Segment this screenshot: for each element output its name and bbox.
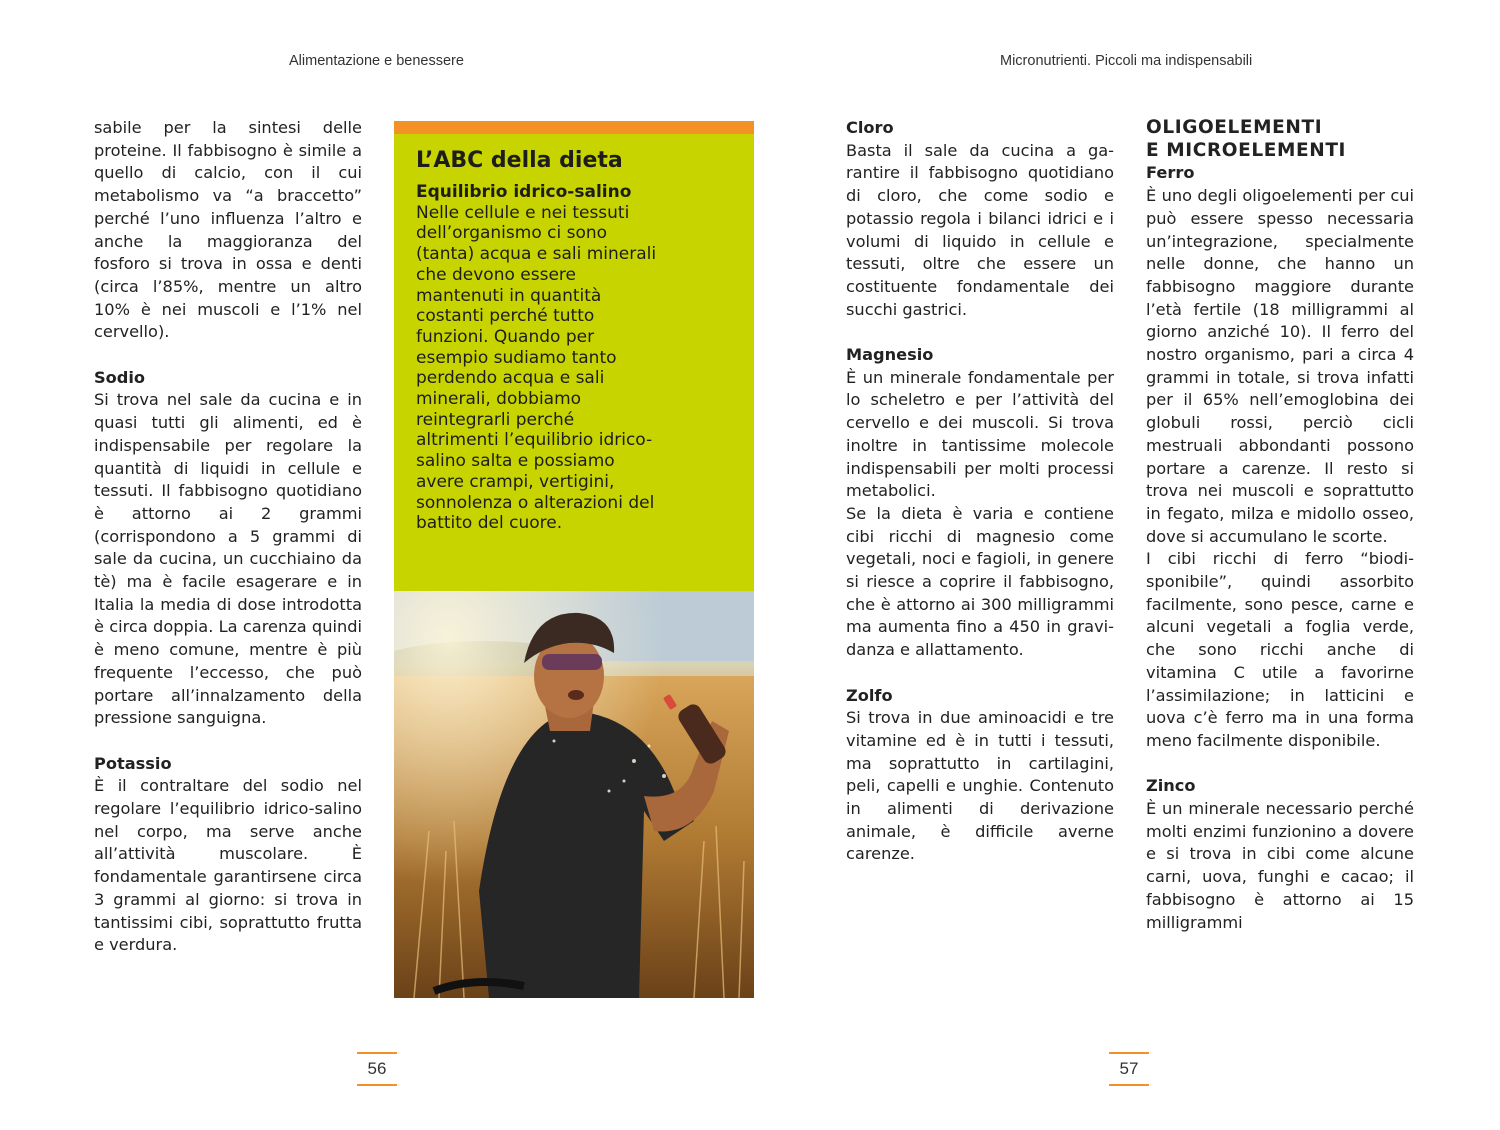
column-right-text	[1146, 117, 1414, 934]
magnesio-paragraph-2: Se la dieta è varia e contiene cibi ricchi di magnesio come vegetali, noci e fagioli, in genere si riesce a coprire il fabbisogno, che è attorno ai 300 milligrammi ma aumenta fino a 450 in gravidanza e allattamento.	[846, 503, 1114, 660]
section-sodio	[94, 367, 362, 730]
section-zinco	[1146, 775, 1414, 934]
cyclist-illustration	[394, 591, 754, 998]
running-head-left: Alimentazione e benessere	[289, 53, 464, 69]
zolfo-paragraph: Si trova in due aminoacidi e tre vitamine ed è in tutti i tessuti, ma soprattutto in cartilagini, peli, capelli e unghie. Contenuto in alimenti di derivazione animale, è difficile averne carenze.	[846, 708, 1114, 864]
column-middle-right-text	[846, 117, 1114, 866]
magnesio-heading: Magnesio	[846, 345, 934, 365]
section-heading-line-2: E MICROELEMENTI	[1146, 139, 1347, 161]
page-number-left: 56	[357, 1052, 397, 1086]
potassio-paragraph: È il contraltare del sodio nel regolare l’equilibrio idrico-salino nel corpo, ma serve anche all’attività muscolare. È fondamentale garantirsene circa 3 grammi al giorno: si trova in tantissimi cibi, soprattutto frutta e verdura.	[94, 776, 362, 955]
cloro-heading: Cloro	[846, 118, 894, 137]
section-magnesio	[846, 344, 1114, 662]
zinco-heading: Zinco	[1146, 776, 1196, 796]
cloro-paragraph: Basta il sale da cucina a garantire il fabbisogno quotidiano di cloro, che come sodio e potassio regola i bilanci idrici e i volumi di liquido in cellule e tessuti, oltre che essere un costituente fondamentale dei succhi gastrici.	[846, 140, 1114, 319]
section-zolfo	[846, 685, 1114, 867]
ferro-paragraph-1: È uno degli oligoelementi per cui può essere spesso necessaria un’integrazione, specialmente nelle donne, che hanno un fabbisogno maggiore durante l’età fertile (18 milligrammi al giorno anziché 10). Il ferro del nostro organismo, pari a circa 4 grammi in totale, si trova infatti per il 65% nell’emoglobina dei globuli rossi, perciò cicli mestruali abbondanti possono portare a carenze. Il resto si trova nei muscoli e soprattutto in fegato, milza e midollo osseo, dove si accumulano le scorte.	[1146, 186, 1414, 546]
ferro-heading: Ferro	[1146, 163, 1195, 183]
zolfo-heading: Zolfo	[846, 685, 893, 705]
box-title: L’ABC della dieta	[416, 148, 623, 173]
section-potassio	[94, 753, 362, 957]
box-subtitle: Equilibrio idrico-salino	[416, 182, 632, 202]
box-text: Nelle cellule e nei tessuti dell’organismo ci sono (tanta) acqua e sali minerali che devono essere mantenuti in quantità costanti perché tutto funzioni. Quando per esempio sudiamo tanto perdendo acqua e sali minerali, dobbiamo reintegrarli perché altrimenti l’equilibrio idrico-salino salta e possiamo avere crampi, vertigini, sonnolenza o alterazioni del battito del cuore.	[416, 202, 657, 534]
magnesio-paragraph-1: È un minerale fondamentale per lo scheletro e per l’attività del cervello e dei muscoli. Si trova inoltre in tantissime molecole indispensabili per molti processi metabolici.	[846, 367, 1114, 501]
cyclist-photo	[394, 591, 754, 998]
sodio-paragraph: Si trova nel sale da cucina e in quasi tutti gli alimenti, ed è indispensabile per regolare la quantità di liquidi in cellule e tessuti. Il fabbisogno quotidiano è attorno ai 2 grammi (corrispondono a 5 grammi di sale da cucina, un cucchiaino da tè) ma è facile esagerare e in Italia la media di dose introdotta è circa doppia. La carenza quindi è meno comune, mentre è più frequente l’eccesso, che può portare all’innalzamento della pressione sanguigna.	[94, 390, 362, 728]
zinco-paragraph: È un minerale necessario perché molti enzimi funzionino a dovere e si trova in cibi come alcune carni, uova, funghi e cacao; il fabbisogno è attorno ai 15 milligrammi	[1146, 799, 1414, 932]
intro-paragraph: sabile per la sintesi delle proteine. Il fabbisogno è simile a quello di calcio, con il cui metabolismo va “a braccetto” perché l’uno influenza l’altro e anche la maggioranza del fosforo si trova in ossa e denti (circa l’85%, mentre un altro 10% è nei muscoli e l’1% nel cervello).	[94, 118, 362, 342]
page-number-right: 57	[1109, 1052, 1149, 1086]
sidebar-box	[394, 121, 754, 998]
sodio-heading: Sodio	[94, 367, 146, 387]
potassio-heading: Potassio	[94, 753, 172, 773]
running-head-right: Micronutrienti. Piccoli ma indispensabili	[1000, 53, 1253, 69]
orange-accent-bar	[394, 121, 754, 134]
green-panel	[394, 134, 754, 591]
ferro-paragraph-2: I cibi ricchi di ferro “biodisponibile”, quindi assorbito facilmente, sono pesce, carne e alcuni vegetali a foglia verde, che sono ricchi anche di vitamina C utile a favorirne l’assimilazione; in latticini e uova c’è ferro ma in una forma meno facilmente disponibile.	[1146, 549, 1414, 750]
column-left-text	[94, 117, 362, 957]
section-heading-line-1: OLIGOELEMENTI	[1146, 117, 1323, 138]
